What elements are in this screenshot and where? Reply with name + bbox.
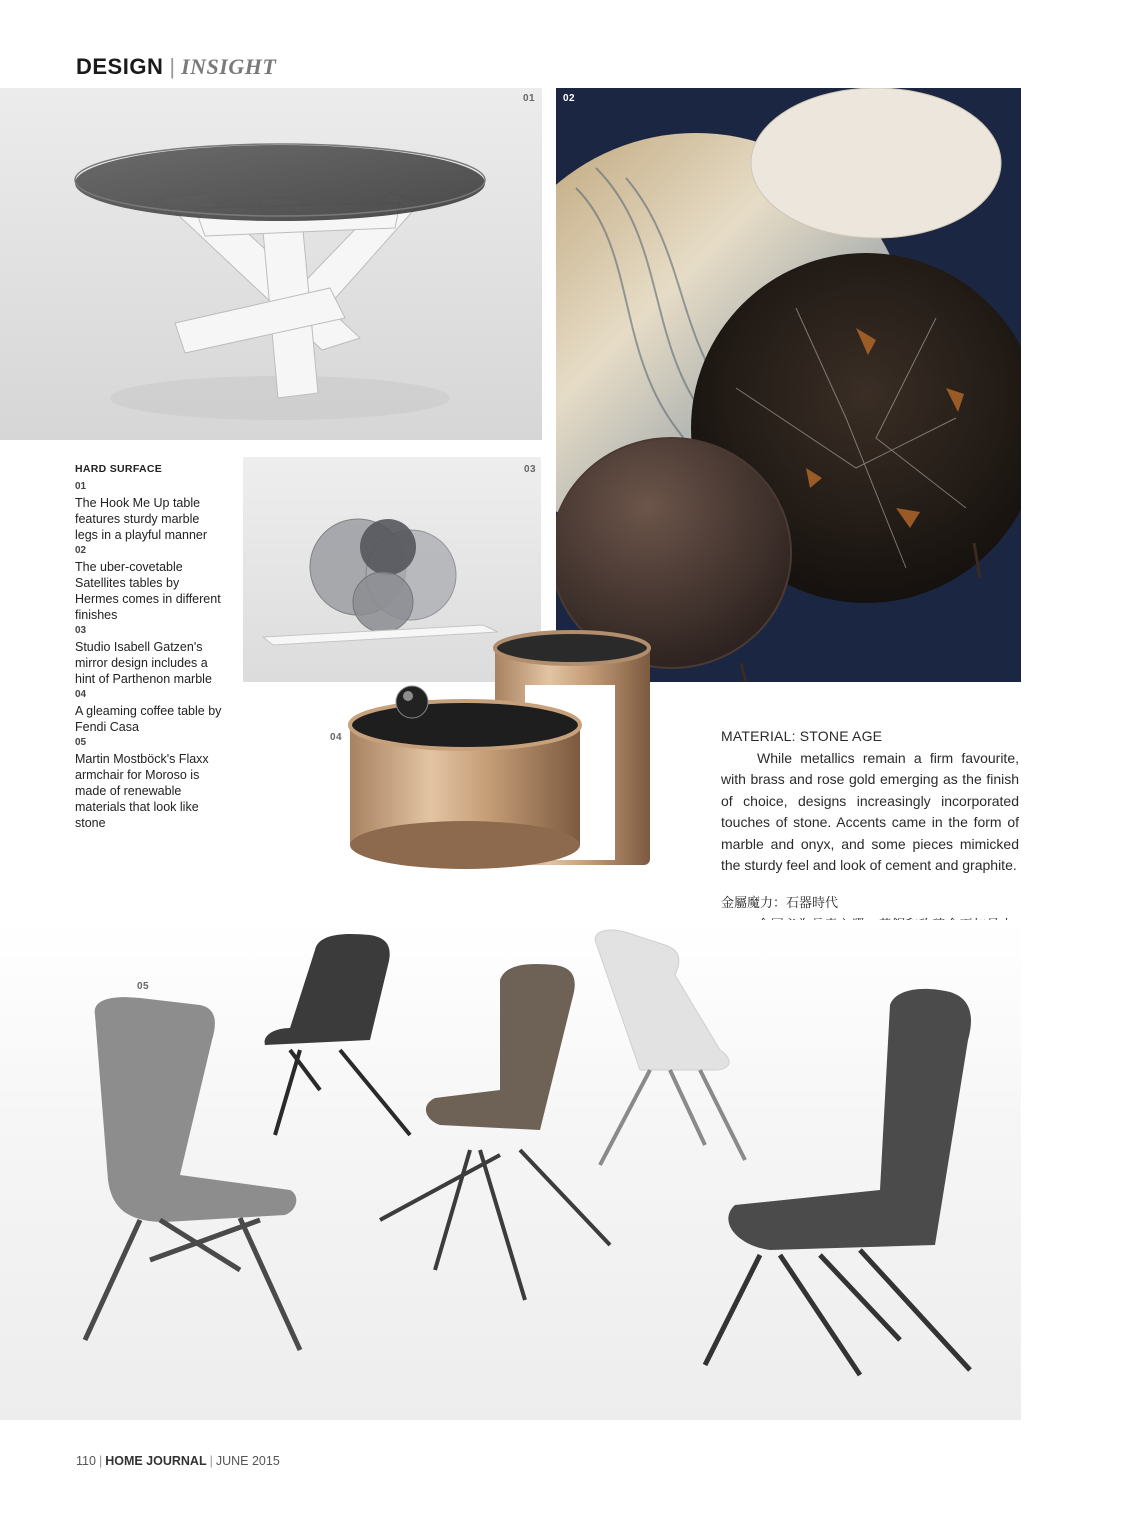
- photo-02-satellites-tables: [556, 88, 1021, 682]
- caption-number: 01: [75, 481, 87, 492]
- caption-text: The uber-covetable Satellites tables by Hermes comes in different finishes: [75, 560, 221, 622]
- caption-text: Martin Mostböck's Flaxx armchair for Moroso is made of renewable materials that look like stone: [75, 752, 209, 830]
- caption-text: The Hook Me Up table features sturdy marble legs in a playful manner: [75, 496, 208, 542]
- photo-captions: [75, 461, 225, 831]
- section-header: [76, 52, 276, 82]
- photo-number: 02: [563, 93, 576, 104]
- table-illustration: [0, 88, 542, 440]
- photo-number: 04: [330, 732, 343, 743]
- photo-01-hook-me-up-table: [0, 88, 542, 440]
- subsection-name: INSIGHT: [181, 54, 277, 79]
- caption-item: [75, 479, 225, 543]
- header-separator: |: [169, 54, 176, 79]
- captions-heading: HARD SURFACE: [75, 463, 163, 475]
- photo-number: 05: [137, 981, 150, 992]
- caption-number: 05: [75, 737, 87, 748]
- caption-text: Studio Isabell Gatzen's mirror design includes a hint of Parthenon marble: [75, 640, 212, 686]
- marble-tables-illustration: [556, 88, 1021, 682]
- coffee-table-illustration: [330, 630, 660, 880]
- photo-04-coffee-table: [330, 630, 660, 880]
- footer-separator: |: [209, 1454, 213, 1468]
- photo-05-flaxx-armchairs: [0, 920, 1021, 1420]
- photo-number: 01: [523, 93, 536, 104]
- caption-item: [75, 543, 225, 623]
- issue-date: JUNE 2015: [215, 1454, 280, 1468]
- article-title-chinese: 金屬魔力：石器時代: [721, 895, 839, 911]
- article-body: While metallics remain a firm favourite, with brass and rose gold emerging as the finish of choice, designs increasingly incorporated touches of stone. Accents came in the form of marble and onyx, and some pieces mimicked the sturdy feel and look of cement and graphite.: [721, 749, 1019, 873]
- caption-number: 03: [75, 625, 87, 636]
- caption-item: [75, 735, 225, 831]
- section-name: DESIGN: [76, 54, 164, 79]
- caption-item: [75, 623, 225, 687]
- page-number: 110: [76, 1454, 96, 1468]
- page-footer: [76, 1454, 280, 1468]
- footer-separator: |: [98, 1454, 103, 1468]
- magazine-name: HOME JOURNAL: [105, 1454, 207, 1468]
- caption-number: 04: [75, 689, 87, 700]
- article-title: MATERIAL: STONE AGE: [721, 728, 883, 744]
- chairs-illustration: [0, 920, 1021, 1420]
- caption-number: 02: [75, 545, 87, 556]
- caption-item: [75, 687, 225, 735]
- photo-number: 03: [524, 464, 537, 475]
- caption-text: A gleaming coffee table by Fendi Casa: [75, 704, 222, 734]
